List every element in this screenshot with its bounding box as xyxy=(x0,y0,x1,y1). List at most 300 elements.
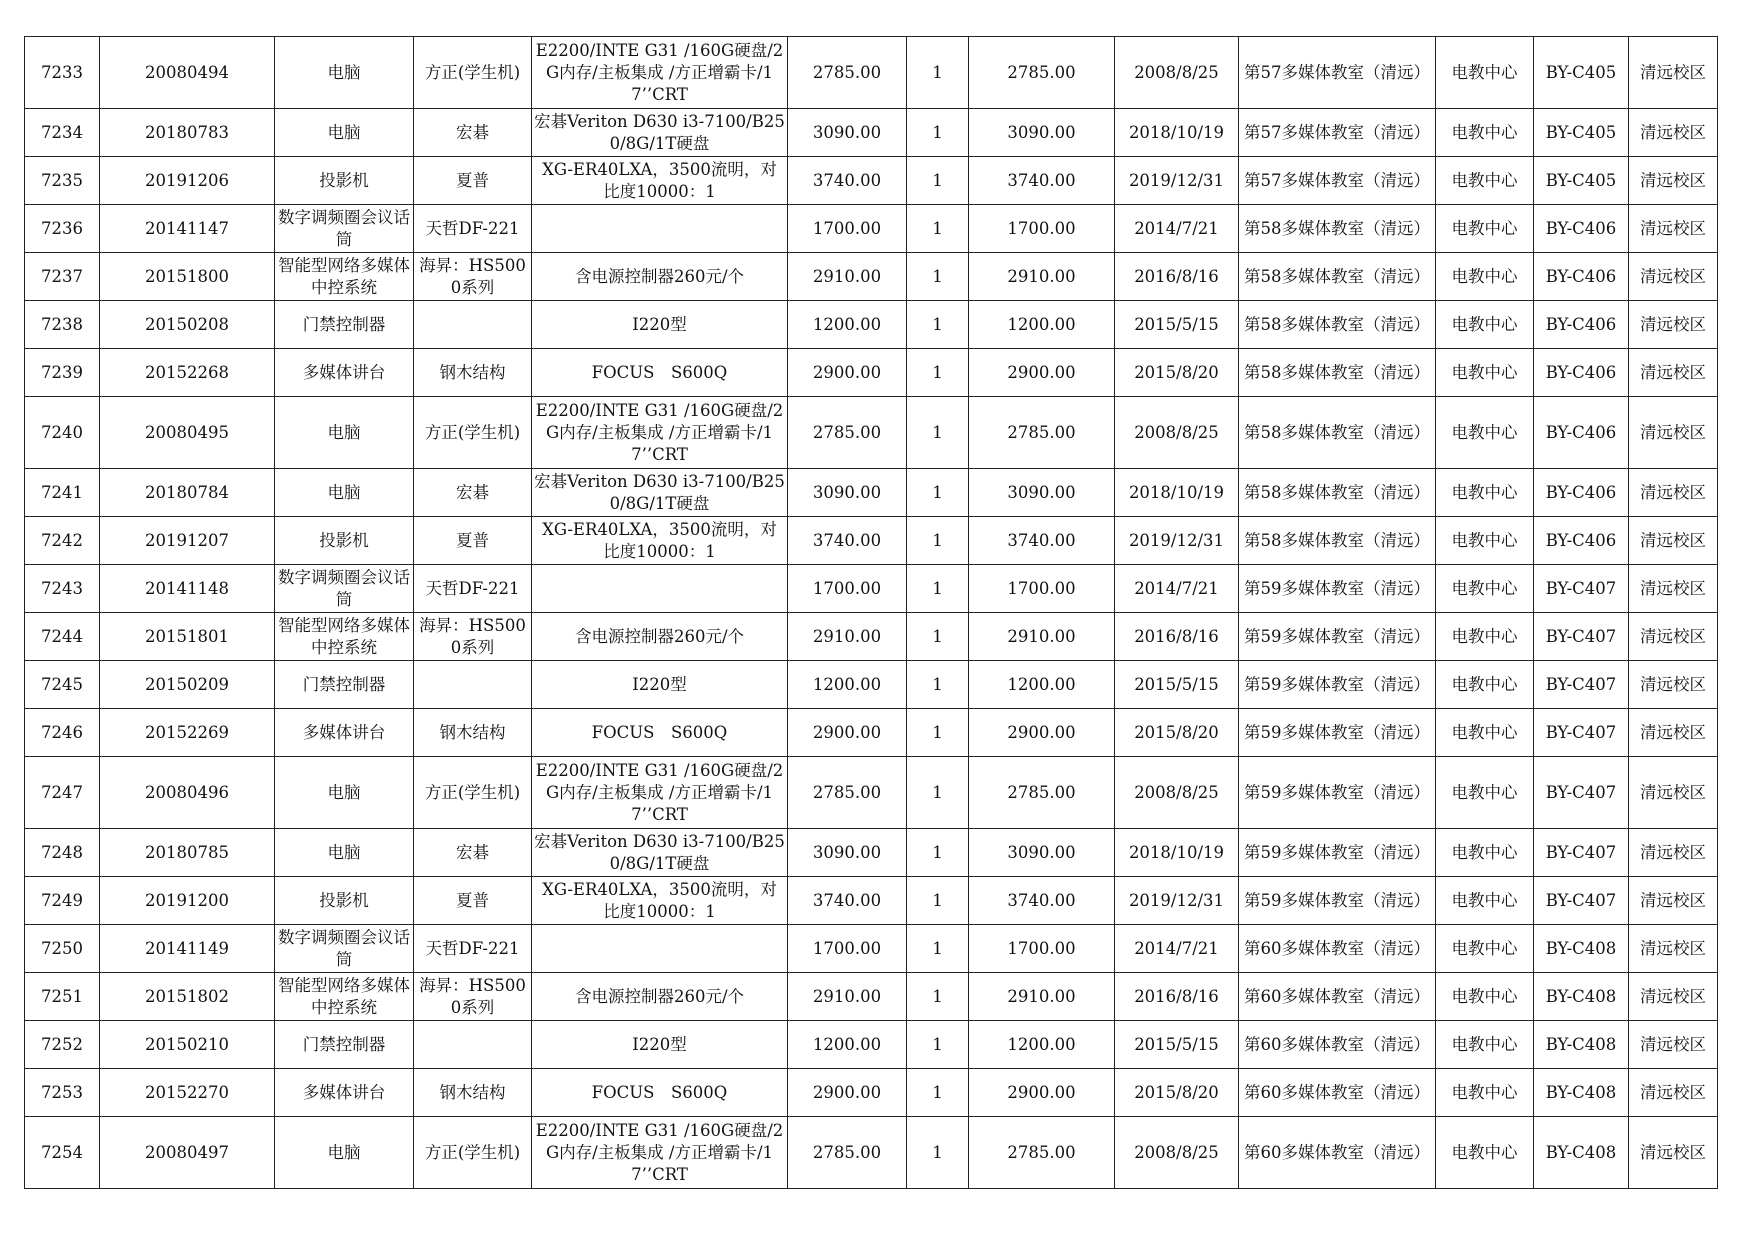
cell-campus: 清远校区 xyxy=(1629,37,1718,109)
cell-amount: 1700.00 xyxy=(969,205,1115,253)
cell-amount: 2910.00 xyxy=(969,613,1115,661)
cell-campus: 清远校区 xyxy=(1629,1021,1718,1069)
cell-dept: 电教中心 xyxy=(1436,1117,1534,1189)
cell-name: 电脑 xyxy=(275,397,414,469)
cell-brand: 方正(学生机) xyxy=(414,1117,532,1189)
cell-seq: 7240 xyxy=(25,397,100,469)
cell-brand: 宏碁 xyxy=(414,829,532,877)
cell-seq: 7236 xyxy=(25,205,100,253)
cell-room: BY-C407 xyxy=(1534,613,1629,661)
table-row xyxy=(25,1117,1718,1189)
cell-date: 2014/7/21 xyxy=(1115,565,1239,613)
cell-room: BY-C407 xyxy=(1534,757,1629,829)
cell-name: 电脑 xyxy=(275,829,414,877)
cell-location: 第60多媒体教室（清远） xyxy=(1239,925,1436,973)
cell-date: 2015/5/15 xyxy=(1115,661,1239,709)
cell-qty: 1 xyxy=(907,1117,969,1189)
cell-date: 2015/8/20 xyxy=(1115,709,1239,757)
cell-price: 2900.00 xyxy=(788,349,907,397)
cell-amount: 3090.00 xyxy=(969,829,1115,877)
cell-qty: 1 xyxy=(907,253,969,301)
table-row xyxy=(25,1069,1718,1117)
cell-date: 2016/8/16 xyxy=(1115,973,1239,1021)
cell-qty: 1 xyxy=(907,397,969,469)
cell-seq: 7241 xyxy=(25,469,100,517)
cell-date: 2008/8/25 xyxy=(1115,757,1239,829)
cell-dept: 电教中心 xyxy=(1436,565,1534,613)
cell-brand: 钢木结构 xyxy=(414,709,532,757)
cell-room: BY-C408 xyxy=(1534,973,1629,1021)
cell-amount: 2785.00 xyxy=(969,1117,1115,1189)
table-row xyxy=(25,37,1718,109)
cell-price: 3090.00 xyxy=(788,469,907,517)
table-row xyxy=(25,925,1718,973)
cell-spec: E2200/INTE G31 /160G硬盘/2G内存/主板集成 /方正增霸卡/17’’CRT xyxy=(532,1117,788,1189)
cell-price: 3090.00 xyxy=(788,829,907,877)
cell-seq: 7253 xyxy=(25,1069,100,1117)
cell-name: 电脑 xyxy=(275,109,414,157)
cell-brand xyxy=(414,661,532,709)
table-row xyxy=(25,205,1718,253)
table-row xyxy=(25,517,1718,565)
cell-price: 2910.00 xyxy=(788,973,907,1021)
cell-location: 第60多媒体教室（清远） xyxy=(1239,973,1436,1021)
cell-code: 20150208 xyxy=(100,301,275,349)
cell-amount: 3090.00 xyxy=(969,469,1115,517)
cell-room: BY-C406 xyxy=(1534,253,1629,301)
cell-code: 20191200 xyxy=(100,877,275,925)
table-row xyxy=(25,973,1718,1021)
cell-price: 2785.00 xyxy=(788,37,907,109)
cell-location: 第58多媒体教室（清远） xyxy=(1239,469,1436,517)
cell-name: 投影机 xyxy=(275,517,414,565)
cell-amount: 1700.00 xyxy=(969,565,1115,613)
cell-amount: 3740.00 xyxy=(969,517,1115,565)
cell-room: BY-C407 xyxy=(1534,877,1629,925)
cell-campus: 清远校区 xyxy=(1629,301,1718,349)
cell-campus: 清远校区 xyxy=(1629,157,1718,205)
cell-name: 电脑 xyxy=(275,469,414,517)
cell-spec: 含电源控制器260元/个 xyxy=(532,973,788,1021)
cell-code: 20141147 xyxy=(100,205,275,253)
cell-amount: 1200.00 xyxy=(969,661,1115,709)
cell-seq: 7235 xyxy=(25,157,100,205)
cell-name: 数字调频圈会议话筒 xyxy=(275,925,414,973)
cell-location: 第60多媒体教室（清远） xyxy=(1239,1117,1436,1189)
cell-dept: 电教中心 xyxy=(1436,661,1534,709)
cell-spec: I220型 xyxy=(532,1021,788,1069)
cell-campus: 清远校区 xyxy=(1629,613,1718,661)
cell-spec: E2200/INTE G31 /160G硬盘/2G内存/主板集成 /方正增霸卡/17’’CRT xyxy=(532,397,788,469)
cell-room: BY-C407 xyxy=(1534,709,1629,757)
cell-qty: 1 xyxy=(907,469,969,517)
cell-spec: XG-ER40LXA，3500流明，对比度10000：1 xyxy=(532,877,788,925)
cell-brand: 方正(学生机) xyxy=(414,37,532,109)
cell-campus: 清远校区 xyxy=(1629,253,1718,301)
cell-date: 2015/8/20 xyxy=(1115,349,1239,397)
cell-date: 2016/8/16 xyxy=(1115,253,1239,301)
cell-seq: 7245 xyxy=(25,661,100,709)
cell-qty: 1 xyxy=(907,565,969,613)
cell-seq: 7242 xyxy=(25,517,100,565)
cell-code: 20191207 xyxy=(100,517,275,565)
table-row xyxy=(25,613,1718,661)
cell-date: 2008/8/25 xyxy=(1115,37,1239,109)
cell-room: BY-C408 xyxy=(1534,1117,1629,1189)
cell-seq: 7233 xyxy=(25,37,100,109)
cell-amount: 2900.00 xyxy=(969,709,1115,757)
cell-price: 1200.00 xyxy=(788,301,907,349)
cell-campus: 清远校区 xyxy=(1629,469,1718,517)
cell-qty: 1 xyxy=(907,661,969,709)
cell-seq: 7238 xyxy=(25,301,100,349)
cell-dept: 电教中心 xyxy=(1436,253,1534,301)
cell-room: BY-C407 xyxy=(1534,661,1629,709)
table-row xyxy=(25,565,1718,613)
cell-campus: 清远校区 xyxy=(1629,973,1718,1021)
cell-location: 第58多媒体教室（清远） xyxy=(1239,253,1436,301)
cell-date: 2019/12/31 xyxy=(1115,517,1239,565)
cell-location: 第57多媒体教室（清远） xyxy=(1239,157,1436,205)
cell-qty: 1 xyxy=(907,157,969,205)
cell-price: 1200.00 xyxy=(788,1021,907,1069)
cell-name: 智能型网络多媒体中控系统 xyxy=(275,973,414,1021)
cell-qty: 1 xyxy=(907,973,969,1021)
cell-name: 投影机 xyxy=(275,877,414,925)
cell-room: BY-C408 xyxy=(1534,1069,1629,1117)
cell-dept: 电教中心 xyxy=(1436,205,1534,253)
cell-qty: 1 xyxy=(907,925,969,973)
cell-room: BY-C407 xyxy=(1534,829,1629,877)
cell-seq: 7244 xyxy=(25,613,100,661)
cell-campus: 清远校区 xyxy=(1629,205,1718,253)
cell-room: BY-C406 xyxy=(1534,349,1629,397)
cell-campus: 清远校区 xyxy=(1629,877,1718,925)
cell-seq: 7247 xyxy=(25,757,100,829)
cell-code: 20150209 xyxy=(100,661,275,709)
cell-name: 多媒体讲台 xyxy=(275,709,414,757)
cell-location: 第58多媒体教室（清远） xyxy=(1239,517,1436,565)
cell-name: 智能型网络多媒体中控系统 xyxy=(275,253,414,301)
cell-price: 2785.00 xyxy=(788,397,907,469)
cell-brand: 海昇：HS5000系列 xyxy=(414,973,532,1021)
cell-brand: 宏碁 xyxy=(414,109,532,157)
cell-qty: 1 xyxy=(907,349,969,397)
cell-qty: 1 xyxy=(907,109,969,157)
cell-dept: 电教中心 xyxy=(1436,37,1534,109)
cell-price: 2900.00 xyxy=(788,1069,907,1117)
cell-dept: 电教中心 xyxy=(1436,397,1534,469)
table-row xyxy=(25,109,1718,157)
cell-code: 20180785 xyxy=(100,829,275,877)
cell-location: 第59多媒体教室（清远） xyxy=(1239,757,1436,829)
cell-date: 2016/8/16 xyxy=(1115,613,1239,661)
cell-spec: 宏碁Veriton D630 i3-7100/B250/8G/1T硬盘 xyxy=(532,109,788,157)
cell-campus: 清远校区 xyxy=(1629,1117,1718,1189)
cell-amount: 2910.00 xyxy=(969,253,1115,301)
cell-name: 门禁控制器 xyxy=(275,661,414,709)
table-row xyxy=(25,349,1718,397)
cell-code: 20151800 xyxy=(100,253,275,301)
cell-code: 20080497 xyxy=(100,1117,275,1189)
cell-amount: 2785.00 xyxy=(969,397,1115,469)
cell-brand: 海昇：HS5000系列 xyxy=(414,253,532,301)
cell-dept: 电教中心 xyxy=(1436,877,1534,925)
cell-seq: 7251 xyxy=(25,973,100,1021)
cell-campus: 清远校区 xyxy=(1629,109,1718,157)
cell-spec: 含电源控制器260元/个 xyxy=(532,613,788,661)
cell-dept: 电教中心 xyxy=(1436,829,1534,877)
cell-room: BY-C408 xyxy=(1534,925,1629,973)
cell-code: 20080496 xyxy=(100,757,275,829)
cell-dept: 电教中心 xyxy=(1436,301,1534,349)
cell-date: 2019/12/31 xyxy=(1115,877,1239,925)
cell-campus: 清远校区 xyxy=(1629,517,1718,565)
cell-dept: 电教中心 xyxy=(1436,757,1534,829)
cell-qty: 1 xyxy=(907,301,969,349)
cell-spec: XG-ER40LXA，3500流明，对比度10000：1 xyxy=(532,157,788,205)
cell-name: 电脑 xyxy=(275,757,414,829)
cell-location: 第58多媒体教室（清远） xyxy=(1239,397,1436,469)
cell-location: 第59多媒体教室（清远） xyxy=(1239,829,1436,877)
cell-code: 20191206 xyxy=(100,157,275,205)
cell-price: 3740.00 xyxy=(788,877,907,925)
cell-dept: 电教中心 xyxy=(1436,1069,1534,1117)
cell-date: 2014/7/21 xyxy=(1115,925,1239,973)
cell-location: 第60多媒体教室（清远） xyxy=(1239,1069,1436,1117)
cell-spec: FOCUS S600Q xyxy=(532,709,788,757)
cell-campus: 清远校区 xyxy=(1629,349,1718,397)
cell-name: 电脑 xyxy=(275,1117,414,1189)
cell-seq: 7248 xyxy=(25,829,100,877)
cell-amount: 2785.00 xyxy=(969,37,1115,109)
table-row xyxy=(25,1021,1718,1069)
cell-brand: 钢木结构 xyxy=(414,349,532,397)
cell-location: 第59多媒体教室（清远） xyxy=(1239,709,1436,757)
cell-price: 2785.00 xyxy=(788,1117,907,1189)
cell-room: BY-C405 xyxy=(1534,109,1629,157)
cell-price: 2900.00 xyxy=(788,709,907,757)
asset-table-body xyxy=(25,37,1718,1189)
cell-spec xyxy=(532,565,788,613)
cell-brand xyxy=(414,301,532,349)
cell-spec: 宏碁Veriton D630 i3-7100/B250/8G/1T硬盘 xyxy=(532,469,788,517)
cell-price: 1200.00 xyxy=(788,661,907,709)
cell-location: 第58多媒体教室（清远） xyxy=(1239,205,1436,253)
table-row xyxy=(25,877,1718,925)
cell-seq: 7254 xyxy=(25,1117,100,1189)
cell-location: 第57多媒体教室（清远） xyxy=(1239,109,1436,157)
cell-date: 2008/8/25 xyxy=(1115,1117,1239,1189)
cell-spec xyxy=(532,925,788,973)
cell-code: 20151801 xyxy=(100,613,275,661)
cell-seq: 7239 xyxy=(25,349,100,397)
cell-amount: 1200.00 xyxy=(969,301,1115,349)
cell-spec: FOCUS S600Q xyxy=(532,1069,788,1117)
cell-dept: 电教中心 xyxy=(1436,709,1534,757)
cell-campus: 清远校区 xyxy=(1629,757,1718,829)
cell-spec: E2200/INTE G31 /160G硬盘/2G内存/主板集成 /方正增霸卡/17’’CRT xyxy=(532,37,788,109)
cell-qty: 1 xyxy=(907,205,969,253)
cell-brand: 夏普 xyxy=(414,877,532,925)
table-row xyxy=(25,757,1718,829)
cell-brand: 天哲DF-221 xyxy=(414,565,532,613)
cell-location: 第60多媒体教室（清远） xyxy=(1239,1021,1436,1069)
cell-location: 第58多媒体教室（清远） xyxy=(1239,301,1436,349)
cell-code: 20141148 xyxy=(100,565,275,613)
cell-location: 第58多媒体教室（清远） xyxy=(1239,349,1436,397)
cell-date: 2018/10/19 xyxy=(1115,829,1239,877)
table-row xyxy=(25,661,1718,709)
cell-brand: 夏普 xyxy=(414,517,532,565)
table-row xyxy=(25,829,1718,877)
cell-seq: 7246 xyxy=(25,709,100,757)
cell-date: 2015/5/15 xyxy=(1115,301,1239,349)
cell-dept: 电教中心 xyxy=(1436,973,1534,1021)
cell-location: 第57多媒体教室（清远） xyxy=(1239,37,1436,109)
cell-name: 多媒体讲台 xyxy=(275,1069,414,1117)
cell-location: 第59多媒体教室（清远） xyxy=(1239,877,1436,925)
cell-dept: 电教中心 xyxy=(1436,925,1534,973)
cell-room: BY-C406 xyxy=(1534,301,1629,349)
cell-room: BY-C405 xyxy=(1534,157,1629,205)
cell-date: 2018/10/19 xyxy=(1115,469,1239,517)
cell-code: 20151802 xyxy=(100,973,275,1021)
cell-name: 多媒体讲台 xyxy=(275,349,414,397)
cell-code: 20180783 xyxy=(100,109,275,157)
cell-price: 3740.00 xyxy=(788,157,907,205)
cell-location: 第59多媒体教室（清远） xyxy=(1239,565,1436,613)
cell-seq: 7234 xyxy=(25,109,100,157)
cell-seq: 7237 xyxy=(25,253,100,301)
cell-amount: 1700.00 xyxy=(969,925,1115,973)
cell-code: 20141149 xyxy=(100,925,275,973)
cell-brand: 天哲DF-221 xyxy=(414,205,532,253)
cell-date: 2019/12/31 xyxy=(1115,157,1239,205)
cell-amount: 2900.00 xyxy=(969,1069,1115,1117)
table-row xyxy=(25,253,1718,301)
cell-brand: 夏普 xyxy=(414,157,532,205)
cell-seq: 7243 xyxy=(25,565,100,613)
cell-amount: 1200.00 xyxy=(969,1021,1115,1069)
cell-qty: 1 xyxy=(907,709,969,757)
cell-code: 20150210 xyxy=(100,1021,275,1069)
cell-dept: 电教中心 xyxy=(1436,613,1534,661)
cell-name: 智能型网络多媒体中控系统 xyxy=(275,613,414,661)
cell-code: 20080494 xyxy=(100,37,275,109)
cell-code: 20080495 xyxy=(100,397,275,469)
cell-qty: 1 xyxy=(907,1021,969,1069)
cell-price: 1700.00 xyxy=(788,565,907,613)
cell-name: 电脑 xyxy=(275,37,414,109)
cell-name: 数字调频圈会议话筒 xyxy=(275,565,414,613)
cell-brand xyxy=(414,1021,532,1069)
cell-date: 2014/7/21 xyxy=(1115,205,1239,253)
cell-price: 2910.00 xyxy=(788,613,907,661)
cell-room: BY-C406 xyxy=(1534,517,1629,565)
cell-brand: 天哲DF-221 xyxy=(414,925,532,973)
table-row xyxy=(25,709,1718,757)
table-row xyxy=(25,157,1718,205)
cell-price: 2785.00 xyxy=(788,757,907,829)
cell-room: BY-C405 xyxy=(1534,37,1629,109)
cell-room: BY-C406 xyxy=(1534,397,1629,469)
cell-price: 2910.00 xyxy=(788,253,907,301)
cell-date: 2008/8/25 xyxy=(1115,397,1239,469)
cell-name: 门禁控制器 xyxy=(275,1021,414,1069)
cell-seq: 7250 xyxy=(25,925,100,973)
cell-dept: 电教中心 xyxy=(1436,157,1534,205)
cell-qty: 1 xyxy=(907,37,969,109)
cell-name: 数字调频圈会议话筒 xyxy=(275,205,414,253)
cell-location: 第59多媒体教室（清远） xyxy=(1239,661,1436,709)
cell-seq: 7249 xyxy=(25,877,100,925)
table-row xyxy=(25,469,1718,517)
cell-campus: 清远校区 xyxy=(1629,565,1718,613)
cell-campus: 清远校区 xyxy=(1629,1069,1718,1117)
cell-brand: 海昇：HS5000系列 xyxy=(414,613,532,661)
cell-code: 20152270 xyxy=(100,1069,275,1117)
cell-spec: XG-ER40LXA，3500流明，对比度10000：1 xyxy=(532,517,788,565)
cell-dept: 电教中心 xyxy=(1436,109,1534,157)
cell-campus: 清远校区 xyxy=(1629,661,1718,709)
cell-amount: 2900.00 xyxy=(969,349,1115,397)
cell-dept: 电教中心 xyxy=(1436,349,1534,397)
cell-room: BY-C406 xyxy=(1534,205,1629,253)
cell-brand: 宏碁 xyxy=(414,469,532,517)
cell-amount: 2785.00 xyxy=(969,757,1115,829)
cell-spec: 宏碁Veriton D630 i3-7100/B250/8G/1T硬盘 xyxy=(532,829,788,877)
cell-code: 20180784 xyxy=(100,469,275,517)
cell-campus: 清远校区 xyxy=(1629,709,1718,757)
cell-qty: 1 xyxy=(907,1069,969,1117)
cell-amount: 3740.00 xyxy=(969,157,1115,205)
cell-seq: 7252 xyxy=(25,1021,100,1069)
asset-table xyxy=(24,36,1718,1189)
cell-room: BY-C408 xyxy=(1534,1021,1629,1069)
cell-dept: 电教中心 xyxy=(1436,1021,1534,1069)
cell-brand: 方正(学生机) xyxy=(414,397,532,469)
cell-spec: 含电源控制器260元/个 xyxy=(532,253,788,301)
cell-spec: I220型 xyxy=(532,301,788,349)
cell-name: 投影机 xyxy=(275,157,414,205)
cell-qty: 1 xyxy=(907,613,969,661)
cell-qty: 1 xyxy=(907,757,969,829)
cell-room: BY-C407 xyxy=(1534,565,1629,613)
cell-date: 2018/10/19 xyxy=(1115,109,1239,157)
cell-qty: 1 xyxy=(907,877,969,925)
table-row xyxy=(25,301,1718,349)
cell-amount: 3740.00 xyxy=(969,877,1115,925)
cell-brand: 方正(学生机) xyxy=(414,757,532,829)
cell-price: 1700.00 xyxy=(788,925,907,973)
cell-name: 门禁控制器 xyxy=(275,301,414,349)
cell-dept: 电教中心 xyxy=(1436,517,1534,565)
cell-amount: 3090.00 xyxy=(969,109,1115,157)
cell-campus: 清远校区 xyxy=(1629,925,1718,973)
cell-date: 2015/8/20 xyxy=(1115,1069,1239,1117)
cell-date: 2015/5/15 xyxy=(1115,1021,1239,1069)
cell-campus: 清远校区 xyxy=(1629,829,1718,877)
cell-dept: 电教中心 xyxy=(1436,469,1534,517)
cell-price: 3090.00 xyxy=(788,109,907,157)
cell-amount: 2910.00 xyxy=(969,973,1115,1021)
cell-campus: 清远校区 xyxy=(1629,397,1718,469)
cell-price: 3740.00 xyxy=(788,517,907,565)
cell-qty: 1 xyxy=(907,517,969,565)
cell-brand: 钢木结构 xyxy=(414,1069,532,1117)
cell-spec: FOCUS S600Q xyxy=(532,349,788,397)
